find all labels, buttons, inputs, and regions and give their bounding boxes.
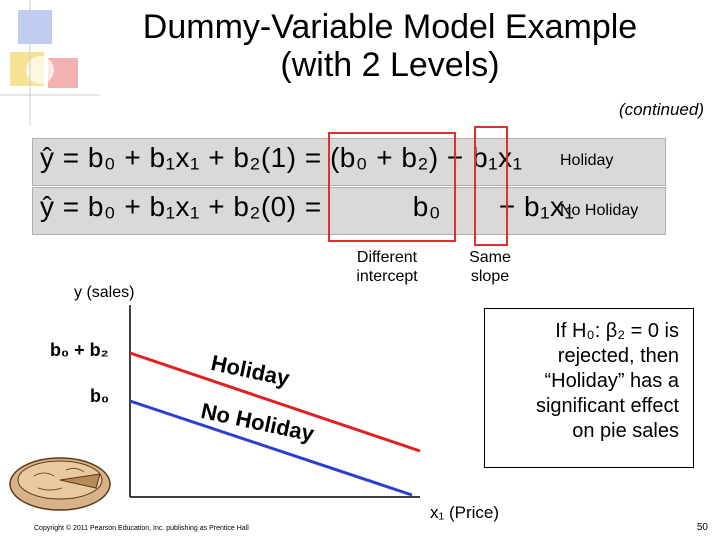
- slope-highlight-box: [474, 126, 508, 246]
- intercept-note-line-2: intercept: [356, 268, 418, 285]
- no-holiday-line-label: No Holiday: [198, 398, 317, 447]
- intercept-note-line-1: Different: [356, 249, 418, 266]
- title-line-1: Dummy-Variable Model Example: [142, 8, 638, 46]
- page-title: [70, 8, 710, 84]
- slope-note-line-1: Same: [469, 249, 511, 266]
- hypothesis-info-box: [484, 308, 694, 468]
- slope-note: [454, 248, 526, 286]
- x-axis-label: x₁ (Price): [430, 503, 500, 522]
- pie-illustration: [4, 448, 124, 518]
- title-line-2: (with 2 Levels): [280, 46, 500, 84]
- page-number: 50: [696, 522, 708, 533]
- y-axis-label: y (sales): [74, 284, 135, 301]
- intercept-note: [332, 248, 442, 286]
- copyright-text: Copyright © 2011 Pearson Education, Inc. publishing as Prentice Hall: [34, 525, 249, 532]
- holiday-line-label: Holiday: [208, 350, 292, 391]
- slope-note-line-2: slope: [470, 268, 510, 285]
- equation-holiday: ŷ = b₀ + b₁x₁ + b₂(1) = (b₀ + b₂) + b₁x₁: [40, 142, 523, 173]
- level-b0: b₀: [90, 386, 110, 406]
- equation-no-holiday: ŷ = b₀ + b₁x₁ + b₂(0) = b₀ + b₁x₁: [40, 191, 575, 222]
- level-b0-plus-b2: b₀ + b₂: [50, 340, 109, 360]
- intercept-highlight-box: [328, 132, 456, 242]
- regression-graph: [120, 305, 430, 505]
- info-line-4: significant effect: [535, 395, 679, 417]
- equation-holiday-label: Holiday: [560, 152, 614, 169]
- info-line-3: “Holiday” has a: [544, 370, 679, 392]
- info-line-1: If H₀: β₂ = 0 is: [555, 320, 679, 342]
- continued-label: (continued): [618, 100, 704, 119]
- info-line-2: rejected, then: [557, 345, 679, 367]
- equation-no-holiday-label: No Holiday: [560, 202, 639, 219]
- info-line-5: on pie sales: [572, 420, 679, 442]
